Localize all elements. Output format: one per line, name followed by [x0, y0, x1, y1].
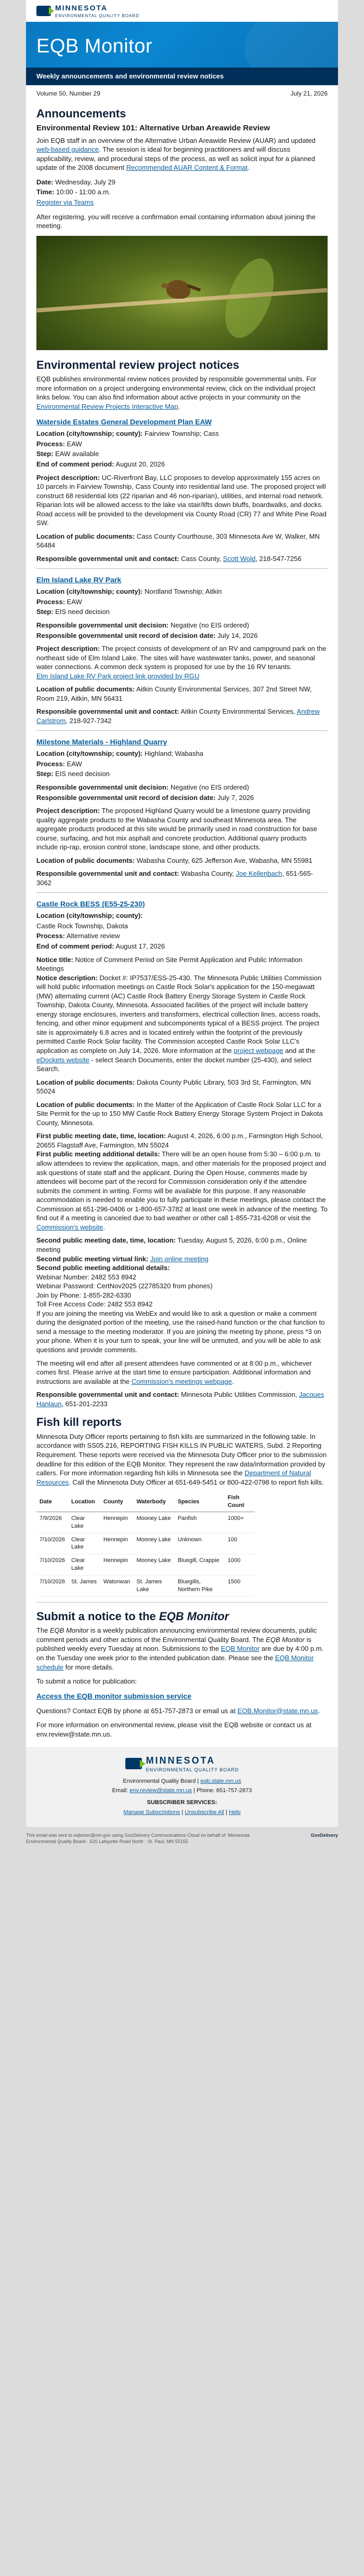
banner-decoration [244, 22, 338, 68]
project-notice-bess: Castle Rock BESS (E55-25-230) Location (city/township; county): Castle Rock Township, Dakota Process: Alternative review End of comment period: August 17, 2026 Notice title: Notice of Comment Period on Site Permit Application and Public Information Meetings Notice description: Docket #: IP7537/ESS-25-430. The Minnesota Public Utilities Commission will hold public information meetings on Castle Rock Solar's application for the 150-megawatt (MW) alternating current (AC) Castle Rock Battery Energy Storage System in Castle Rock Township, Dakota County, Minnesota. Associated facilities of the project will include battery energy storage enclosures, inverters and transformers, electrical collection lines, access roads, fencing, and other minor equipment and subcomponents typical of a BESS project. The project site is approximately 6.8 acres and is located entirely within the footprint of the previously permitted Castle Rock Solar facility. The Commission accepted Castle Rock Solar LLC's application as complete on July 14, 2026. More information at the project webpage and at the eDockets website - select Search Documents, enter the docket number (25-430), and select Search. Location of public documents: Dakota County Public Library, 503 3rd St, Farmington, MN 55024 Location of public documents: In the Matter of the Application of Castle Rock Solar LLC for a Site Permit for the up to 150 MW Castle Rock Battery Energy Storage System Project in Dakota County, Minnesota. First public meeting date, time, location: August 4, 2026, 6:00 p.m., Farmington High School, 20655 Flagstaff Ave, Farmington, MN 55024 First public meeting additional details: There will be an open house from 5:30 – 6:00 p.m. to allow attendees to review the application, maps, and other materials for the proposed project and ask questions of state staff and the applicant. During the Open House, comments made by attendees will become part of the record for Commission consideration only if the attendee submits the comment in writing. Forms will be available for this purpose. If any reasonable accommodation is needed to enable you to fully participate in these meetings, please contact the Commission at 651-296-0406 or 1-800-657-3782 at least one week in advance of the meeting. To find out if a meeting is canceled due to bad weather or other call 1-855-731-6208 or visit the Commission's website. Second public meeting date, time, location: Tuesday, August 5, 2026, 6:00 p.m., Online meeting Second public meeting virtual link: Join online meeting Second public meeting additional details: Webinar Number: 2482 553 8942 Webinar Password: CertNov2025 (22785320 from phones) Join by Phone: 1-855-282-6330 Toll Free Access Code: 2482 553 8942 If you are joining the meeting via WebEx and would like to ask a question or make a comment during the designated portion of the meeting, use the raised-hand function or the chat function to send a message to the meeting moderator. If you are joining the meeting by phone, press *3 on your phone. When it is your turn to speak, your line will be unmuted, and you will be able to ask questions and provide comments. The meeting will end after all present attendees have commented or at 8:00 p.m., whichever comes first. Please arrive at the start time to ensure participation. Additional information and instructions are available at the Commission's meetings webpage. Responsible governmental unit and contact: Minnesota Public Utilities Commission, Jacques Hanlaun, 651-201-2233 [36, 900, 328, 1408]
tagline: Weekly announcements and environmental review notices [26, 68, 338, 85]
divider [36, 730, 328, 731]
fish-kill-table [36, 1492, 255, 1596]
register-teams-link[interactable]: Register via Teams [36, 198, 94, 206]
public-documents-location: Location of public documents: Cass County Courthouse, 303 Minnesota Ave W, Walker, MN 56484 [36, 532, 320, 550]
newsletter-title: EQB Monitor [36, 35, 153, 57]
rgu-project-link[interactable]: Elm Island Lake RV Park project link provided by RGU [36, 672, 200, 680]
eqb-monitor-email-link[interactable]: EQB.Monitor@state.mn.us [237, 1706, 318, 1715]
volume-number: Volume 50, Number 29 [36, 89, 100, 97]
announcements-heading: Announcements [36, 106, 126, 120]
questions-text: Questions? Contact EQB by phone at 651-757-2873 or email us at EQB.Monitor@state.mn.us. [36, 1706, 320, 1715]
eqb-website-link[interactable]: eqb.state.mn.us [200, 1778, 241, 1784]
issue-info [26, 85, 338, 100]
divider [36, 892, 328, 893]
project-description: Project description: The project consists of development of an RV and campground park on the northeast side of Elm Island Lake. The sites will have wastewater tanks, power, and seasonal water connections. A common deck system is proposed for use by the 16 RV tenants. [36, 645, 327, 671]
table-row: 7/10/2026 Clear Lake Hennepin Mooney Lake Unknown 100 [36, 1533, 255, 1554]
submit-heading: Submit a notice to the EQB Monitor [36, 1609, 229, 1623]
public-documents-location: Location of public documents: Dakota County Public Library, 503 3rd St, Farmington, MN 55024 [36, 1078, 311, 1096]
logo-bar [26, 0, 338, 22]
minnesota-state-icon [36, 6, 51, 16]
bird-image [166, 280, 190, 299]
project-webpage-link[interactable]: project webpage [233, 1047, 283, 1055]
public-documents-location-2: Location of public documents: In the Matter of the Application of Castle Rock Solar LLC for a Site Permit for the up to 150 MW Castle Rock Battery Energy Storage System Project in Dakota County, Minnesota. [36, 1100, 323, 1127]
table-row: 7/10/2026 Clear Lake Hennepin Mooney Lake Bluegill, Crappie 1000 [36, 1554, 255, 1576]
project-notice: Milestone Materials - Highland Quarry Location (city/township; county): Highland; Wabasha Process: EAW Step: EIS need decision Responsible governmental unit decision: Negative (no EIS ordered) Responsible governmental unit record of decision date: July 7, 2026 Project description: The proposed Highland Quarry would be a limestone quarry providing quality aggregate products to the Wabasha County and southeast Minnesota area. The aggregate products produced at this site would be primarily used in road construction for base course, surfacing, and hot mix asphalt and concrete production. Additional quarry products include rip-rap, erosion control stone, landscape stone, and other products. Location of public documents: Wabasha County, 625 Jefferson Ave, Wabasha, MN 55981 Responsible governmental unit and contact: Wabasha County, Joe Kellenbach, 651-565-3062 [36, 737, 328, 887]
col-location: Location [68, 1492, 100, 1512]
issue-date: July 21, 2026 [290, 89, 328, 97]
email-link[interactable]: env.review@state.mn.us [129, 1787, 192, 1794]
dnr-link[interactable]: Department of Natural Resources [36, 1469, 311, 1486]
project-description: Project description: UC-Riverfront Bay, LLC proposes to develop approximately 155 acres on 10 parcels in Fairview Township, Cass County into residential land use. The proposed project will construct 68 residential lots (22 riparian and 46 non-riparian), utilities, and internal road network. Riparian lots will be allowed access to the lake via stair/lifts down bluffs, boardwalks, and docks. Road access will be provided to the development via County Road (CR) 77 and White Pine Road SW. [36, 473, 327, 527]
notices-intro: EQB publishes environmental review notices provided by responsible governmental units. For more information on a project undergoing environmental review, click on the individual project links below. You can also find information about active projects in your community on the Environmental Review Projects Interactive Map. [36, 375, 317, 410]
second-meeting: Second public meeting date, time, location: Tuesday, August 5, 2026, 6:00 p.m., Online meeting [36, 1236, 307, 1253]
logo-text-agency: ENVIRONMENTAL QUALITY BOARD [55, 13, 139, 18]
notice-description: Notice description: Docket #: IP7537/ESS-25-430. The Minnesota Public Utilities Commission will hold public information meetings on Castle Rock Solar's application for the 150-megawatt (MW) alternating current (AC) Castle Rock Battery Energy Storage System in Castle Rock Township, Dakota County, Minnesota. Associated facilities of the project will include battery energy storage enclosures, inverters and transformers, electrical collection lines, access roads, fencing, and other minor equipment and subcomponents typical of a BESS project. The project site is approximately 6.8 acres and is located entirely within the footprint of the previously permitted Castle Rock Solar facility. The Commission accepted Castle Rock Solar LLC's application as complete on July 14, 2026. More information at the project webpage and at the eDockets website - select Search Documents, enter the docket number (25-430), and select Search. [36, 973, 322, 1073]
logo-text-minnesota: MINNESOTA [55, 3, 108, 12]
first-meeting: First public meeting date, time, location: August 4, 2026, 6:00 p.m., Farmington High School, 20655 Flagstaff Ave, Farmington, MN 55024 [36, 1132, 323, 1149]
hero-banner [26, 22, 338, 68]
project-title-link[interactable]: Milestone Materials - Highland Quarry [36, 738, 167, 746]
after-register-text: After registering, you will receive a confirmation email containing information about joining the meeting. [36, 212, 316, 230]
monitor-schedule-link[interactable]: EQB Monitor schedule [36, 1653, 314, 1671]
email-body: MINNESOTA ENVIRONMENTAL QUALITY BOARD EQB Monitor Weekly announcements and environmental review notices Volume 50, Number 29 July 21, 2026 Announcements Environmental Review 101: Alternative Urban Areawide Review Join EQB staff in an overview of the Alternative Urban Areawide Review (AUAR) and updated web-based guidance. The session is ideal for beginning practitioners and will discuss applicability, review, and procedural steps of the process, as well as solicit input for a planned update of the 2008 document Recommended AUAR Content & Format. Date: Wednesday, July 29 Time: 10:00 - 11:00 a.m. Register via Teams After registering, you will receive a confirmation email containing information about joining the meeting. Environmental review project notices EQB publishes environmental review notices provided by responsible governmental units. For more information on a project undergoing environmental review, click on the individual project links below. You can also find information about active projects in your community on the Environmental Review Projects Interactive Map. Waterside Estates General Development Plan EAW Location (city/township; county): Fairview Township; Cass Process: EAW Step: EAW available End of comment period: August 20, 2026 Project description: UC-Riverfront Bay, LLC proposes to develop approximately 155 acres on 10 parcels in Fairview Township, Cass County into residential land use. The proposed project will construct 68 residential lots (22 riparian and 46 non-riparian), utilities, and internal road network. Riparian lots will be allowed access to the lake via stair/lifts down bluffs, boardwalks, and docks. Road access will be provided to the development via County Road (CR) 77 and White Pine Road SW. Location of public documents: Cass County Courthouse, 303 Minnesota Ave W, Walker, MN 56484 Responsible governmental unit and contact: Cass County, Scott Wold, 218-547-7256 Elm Island Lake RV Park Location (city/township; county): Nordland Township; Aitkin Process: EAW Step: EIS need decision Responsible governmental unit decision: Negative (no EIS ordered) Responsible governmental unit record of decision date: July 14, 2026 Project description: The project consists of development of an RV and campground park on the northeast side of Elm Island Lake. The sites will have wastewater tanks, power, and seasonal water connections. A common deck system is proposed for use by the 16 RV tenants. Elm Island Lake RV Park project link provided by RGU Location of public documents: Aitkin County Environmental Services, 307 2nd Street NW, Room 219, Aitkin, MN 56431 Responsible governmental unit and contact: Aitkin County Environmental Services, Andrew Carlstrom, 218-927-7342 Milestone Materials - Highland Quarry Location (city/township; county): Highland; Wabasha Process: EAW Step: EIS need decision Responsible governmental unit decision: Negative (no EIS ordered) Responsible governmental unit record of decision date: July 7, 2026 Project description: The proposed Highland Quarry would be a limestone quarry providing quality aggregate products to the Wabasha County and southeast Minnesota area. The aggregate products produced at this site would be primarily used in road construction for base course, surfacing, and hot mix asphalt and concrete production. Additional quarry products include rip-rap, erosion control stone, landscape stone, and other products. Location of public documents: Wabasha County, 625 Jefferson Ave, Wabasha, MN 55981 Responsible governmental unit and contact: Wabasha County, Joe Kellenbach, 651-565-3062 Castle Rock BESS (E55-25-230) Location (city/township; county): Castle Rock Township, Dakota Process: Alternative review End of comment period: August 17, 2026 Notice title: Notice of Comment Period on Site Permit Application and Public Information Meetings Notice description: Docket #: IP7537/ESS-25-430. The Minnesota Public Utilities Commission will hold public information meetings on Castle Rock Solar's application for the 150-megawatt (MW) alternating current (AC) Castle Rock Battery Energy Storage System in Castle Rock Township, Dakota County, Minnesota. Associated facilities of the project will include battery energy storage enclosures, inverters and transformers, electrical collection lines, access roads, fencing, and other minor equipment and subcomponents typical of a BESS project. The project site is approximately 6.8 acres and is located entirely within the footprint of the previously permitted Castle Rock Solar facility. The Commission accepted Castle Rock Solar LLC's application as complete on July 14, 2026. More information at the project webpage and at the eDockets website - select Search Documents, enter the docket number (25-430), and select Search. Location of public documents: Dakota County Public Library, 503 3rd St, Farmington, MN 55024 Location of public documents: In the Matter of the Application of Castle Rock Solar LLC for a Site Permit for the up to 150 MW Castle Rock Battery Energy Storage System Project in Dakota County, Minnesota. First public meeting date, time, location: August 4, 2026, 6:00 p.m., Farmington High School, 20655 Flagstaff Ave, Farmington, MN 55024 First public meeting additional details: There will be an open house from 5:30 – 6:00 p.m. to allow attendees to review the application, maps, and other materials for the proposed project and ask questions of state staff and the applicant. During the Open House, comments made by attendees will become part of the record for Commission consideration only if the attendee submits the comment in writing. Forms will be available for this purpose. If any reasonable accommodation is needed to enable you to fully participate in these meetings, please contact the Commission at 651-296-0406 or 1-800-657-3782 at least one week in advance of the meeting. To find out if a meeting is canceled due to bad weather or other call 1-855-731-6208 or visit the Commission's website. Second public meeting date, time, location: Tuesday, August 5, 2026, 6:00 p.m., Online meeting Second public meeting virtual link: Join online meeting Second public meeting additional details: Webinar Number: 2482 553 8942 Webinar Password: CertNov2025 (22785320 from phones) Join by Phone: 1-855-282-6330 Toll Free Access Code: 2482 553 8942 If you are joining the meeting via WebEx and would like to ask a question or make a comment during the designated portion of the meeting, use the raised-hand function or the chat function to send a message to the meeting moderator. If you are joining the meeting by phone, press *3 on your phone. When it is your turn to speak, your line will be unmuted, and you will be able to ask questions and provide comments. The meeting will end after all present attendees have commented or at 8:00 p.m., whichever comes first. Please arrive at the start time to ensure participation. Additional information and instructions are available at the Commission's meetings webpage. Responsible governmental unit and contact: Minnesota Public Utilities Commission, Jacques Hanlaun, 651-201-2233 Fish kill reports Minnesota Duty Officer reports pertaining to fish kills are summarized in the following table. In accordance with SS05.216, REPORTING FISH KILLS IN PUBLIC WATERS, Subd. 2 Reporting Requirement. These reports were received via the Minnesota Duty Officer prior to the submission deadline for this edition of the EQB Monitor. They represent the raw data/information provided by callers. For more information regarding fish kills in Minnesota see the Department of Natural Resources. Call the Minnesota Duty Officer at 651-649-5451 or 800-422-0798 to report fish kills. Date Location County Waterbody Species Fish Count 7/9/2026 Clear Lake Hennepin Mooney Lake Panfish 1000+ 7/10/2026 Clear Lake Hennepin Mooney Lake Unknown 100 7/10/2026 Clear Lake Hennepin Mooney Lake Bluegill, Crappie 1000 7/10/2026 St. James Watonwan St. James Lake Bluegills, Northern Pike 1500 Submit a notice to the EQB Monitor The EQB Monitor is a weekly publication announcing environmental review documents, public comment periods and other actions of the Environmental Quality Board. The EQB Monitor is published weekly every Tuesday at noon. Submissions to the EQB Monitor are due by 4:00 p.m. on the Tuesday one week prior to the intended publication date. Please see the EQB Monitor schedule for more details. To submit a notice for publication: Access the EQB monitor submission service Questions? Contact EQB by phone at 651-757-2873 or email us at EQB.Monitor@state.mn.us. For more information on environmental review, please visit the EQB website or contact us at env.review@state.mn.us. MINNESOTA ENVIRONMENTAL QUALITY BOARD Environmental Quality Board | eqb.state.mn.us Email: env.review@state.mn.us | Phone: 651-757-2873 SUBSCRIBER SERVICES: Manage Subscriptions | Unsubscribe All | Help [26, 0, 338, 1827]
project-title-link[interactable]: Elm Island Lake RV Park [36, 576, 122, 584]
minnesota-state-icon [125, 1758, 142, 1769]
col-county: County [100, 1492, 134, 1512]
web-guidance-link[interactable]: web-based guidance [36, 145, 99, 154]
edockets-link[interactable]: eDockets website [36, 1056, 89, 1064]
contact-link[interactable]: Scott Wold [223, 554, 256, 563]
govdelivery-logo: GovDelivery [310, 1832, 338, 1838]
rgu-contact: Responsible governmental unit and contact: Wabasha County, Joe Kellenbach, 651-565-3062 [36, 870, 313, 887]
contact-link[interactable]: Jacques Hanlaun [36, 1391, 324, 1408]
fish-kill-heading: Fish kill reports [36, 1416, 122, 1429]
project-title-link[interactable]: Waterside Estates General Development Plan EAW [36, 418, 212, 426]
subscriber-services-label: SUBSCRIBER SERVICES: [147, 1799, 217, 1806]
notice-title: Notice title: Notice of Comment Period on Site Permit Application and Public Information Meetings [36, 955, 303, 973]
table-row: 7/9/2026 Clear Lake Hennepin Mooney Lake Panfish 1000+ [36, 1512, 255, 1533]
interactive-map-link[interactable]: Environmental Review Projects Interactive Map [36, 402, 178, 410]
bird-photo [36, 236, 328, 350]
rgu-contact: Responsible governmental unit and contact: Cass County, Scott Wold, 218-547-7256 [36, 554, 302, 563]
join-online-meeting-link[interactable]: Join online meeting [150, 1254, 209, 1263]
webinar-info: Webinar Number: 2482 553 8942 Webinar Password: CertNov2025 (22785320 from phones) Join by Phone: 1-855-282-6330 Toll Free Access Code: 2482 553 8942 [36, 1273, 213, 1309]
project-description: Project description: The proposed Highland Quarry would be a limestone quarry providing quality aggregate products to the Wabasha County and southeast Minnesota area. The aggregate products produced at this site would be primarily used in road construction for base course, surfacing, and hot mix asphalt and concrete production. Additional quarry products include rip-rap, erosion control stone, landscape stone, and other products. [36, 807, 317, 851]
footer: MINNESOTA ENVIRONMENTAL QUALITY BOARD Environmental Quality Board | eqb.state.mn.us Email: env.review@state.mn.us | Phone: 651-757-2873 SUBSCRIBER SERVICES: Manage Subscriptions | Unsubscribe All | Help [26, 1747, 338, 1827]
col-date: Date [36, 1492, 68, 1512]
unsubscribe-link[interactable]: Unsubscribe All [185, 1809, 225, 1816]
commission-meetings-link[interactable]: Commission's meetings webpage [131, 1377, 232, 1385]
submit-info: The EQB Monitor is a weekly publication announcing environmental review documents, public comment periods and other actions of the Environmental Quality Board. The EQB Monitor is published weekly every Tuesday at noon. Submissions to the EQB Monitor are due by 4:00 p.m. on the Tuesday one week prior to the intended publication date. Please see the EQB Monitor schedule for more details. [36, 1626, 324, 1671]
commission-website-link[interactable]: Commission's website [36, 1223, 103, 1231]
contact-link[interactable]: Joe Kellenbach [236, 870, 282, 878]
webex-instructions: If you are joining the meeting via WebEx and would like to ask a question or make a comment during the designated portion of the meeting, use the raised-hand function or the chat function to send a message to the meeting moderator. If you are joining the meeting by phone, press *3 on your phone. When it is your turn to speak, your line will be unmuted, and you will be able to ask questions and provide comments. [36, 1309, 325, 1354]
meeting-end-info: The meeting will end after all present attendees have commented or at 8:00 p.m., whichever comes first. Please arrive at the start time to ensure participation. Additional information and instructions are available at the Commission's meetings webpage. [36, 1359, 312, 1385]
notices-heading: Environmental review project notices [36, 358, 240, 371]
help-link[interactable]: Help [229, 1809, 241, 1816]
first-meeting-details: First public meeting additional details: There will be an open house from 5:30 – 6:00 p.m. to allow attendees to review the application, maps, and other materials for the proposed project and ask questions of state staff and the applicant. During the Open House, comments made by attendees will become part of the record for Commission consideration only if the attendee submits the comment in writing. Forms will be available for this purpose. If any reasonable accommodation is needed to enable you to fully participate in these meetings, please contact the Commission at 651-296-0406 or 1-800-657-3782 at least one week in advance of the meeting. To find out if a meeting is canceled due to bad weather or other call 1-855-731-6208 or visit the Commission's website. [36, 1150, 328, 1231]
delivery-footer: This email was sent to eqbmon@mn.gov using GovDelivery Communications Cloud on behalf of: Minnesota Environmental Quality Board · 520 Lafayette Road North · St. Paul, MN 55155 GovDelivery [26, 1832, 338, 1845]
contact-link[interactable]: Andrew Carlstrom [36, 708, 320, 725]
submit-section [36, 1609, 328, 1739]
project-title-link[interactable]: Castle Rock BESS (E55-25-230) [36, 900, 145, 909]
rgu-contact: Responsible governmental unit and contact: Minnesota Public Utilities Commission, Jacques Hanlaun, 651-201-2233 [36, 1391, 324, 1408]
project-notice: Elm Island Lake RV Park Location (city/township; county): Nordland Township; Aitkin Process: EAW Step: EIS need decision Responsible governmental unit decision: Negative (no EIS ordered) Responsible governmental unit record of decision date: July 14, 2026 Project description: The project consists of development of an RV and campground park on the northeast side of Elm Island Lake. The sites will have wastewater tanks, power, and seasonal water connections. A common deck system is proposed for use by the 16 RV tenants. Elm Island Lake RV Park project link provided by RGU Location of public documents: Aitkin County Environmental Services, 307 2nd Street NW, Room 219, Aitkin, MN 56431 Responsible governmental unit and contact: Aitkin County Environmental Services, Andrew Carlstrom, 218-927-7342 [36, 575, 328, 725]
public-documents-location: Location of public documents: Wabasha County, 625 Jefferson Ave, Wabasha, MN 55981 [36, 856, 313, 864]
mn-eqb-logo[interactable] [36, 3, 139, 19]
table-row: 7/10/2026 St. James Watonwan St. James Lake Bluegills, Northern Pike 1500 [36, 1575, 255, 1596]
submission-service-link[interactable]: Access the EQB monitor submission service [36, 1691, 191, 1700]
public-documents-location: Location of public documents: Aitkin County Environmental Services, 307 2nd Street NW, Room 219, Aitkin, MN 56431 [36, 685, 312, 702]
announcement-title: Environmental Review 101: Alternative Urban Areawide Review [36, 124, 270, 133]
announcement-datetime: Date: Wednesday, July 29 [36, 178, 115, 186]
project-notice: Waterside Estates General Development Plan EAW Location (city/township; county): Fairview Township; Cass Process: EAW Step: EAW available End of comment period: August 20, 2026 Project description: UC-Riverfront Bay, LLC proposes to develop approximately 155 acres on 10 parcels in Fairview Township, Cass County into residential land use. The proposed project will construct 68 residential lots (22 riparian and 46 non-riparian), utilities, and internal road network. Riparian lots will be allowed access to the lake via stair/lifts down bluffs, boardwalks, and docks. Road access will be provided to the development via County Road (CR) 77 and White Pine Road SW. Location of public documents: Cass County Courthouse, 303 Minnesota Ave W, Walker, MN 56484 Responsible governmental unit and contact: Cass County, Scott Wold, 218-547-7256 [36, 417, 328, 563]
table-header-row [36, 1492, 255, 1512]
footer-logo[interactable]: MINNESOTA ENVIRONMENTAL QUALITY BOARD [36, 1754, 328, 1773]
col-species: Species [175, 1492, 225, 1512]
divider [36, 1602, 328, 1603]
eqb-monitor-link[interactable]: EQB Monitor [220, 1645, 260, 1653]
rgu-contact: Responsible governmental unit and contact: Aitkin County Environmental Services, Andrew Carlstrom, 218-927-7342 [36, 708, 320, 725]
col-waterbody: Waterbody [133, 1492, 174, 1512]
manage-subscriptions-link[interactable]: Manage Subscriptions [123, 1809, 180, 1816]
auar-content-link[interactable]: Recommended AUAR Content & Format [126, 164, 248, 172]
divider [36, 568, 328, 569]
col-fish-count: Fish Count [225, 1492, 255, 1512]
fish-kill-intro: Minnesota Duty Officer reports pertaining to fish kills are summarized in the following table. In accordance with SS05.216, REPORTING FISH KILLS IN PUBLIC WATERS, Subd. 2 Reporting Requirement. These reports were received via the Minnesota Duty Officer prior to the submission deadline for this edition of the EQB Monitor. They represent the raw data/information provided by callers. For more information regarding fish kills in Minnesota see the Department of Natural Resources. Call the Minnesota Duty Officer at 651-649-5451 or 800-422-0798 to report fish kills. [36, 1432, 327, 1486]
announcement-intro: Join EQB staff in an overview of the Alternative Urban Areawide Review (AUAR) and updated web-based guidance. The session is ideal for beginning practitioners and will discuss applicability, review, and procedural steps of the process, as well as solicit input for a planned update of the 2008 document Recommended AUAR Content & Format. [36, 136, 316, 172]
to-submit-label: To submit a notice for publication: [36, 1677, 137, 1686]
more-info-text: For more information on environmental review, please visit the EQB website or contact us at env.review@state.mn.us. [36, 1721, 311, 1738]
